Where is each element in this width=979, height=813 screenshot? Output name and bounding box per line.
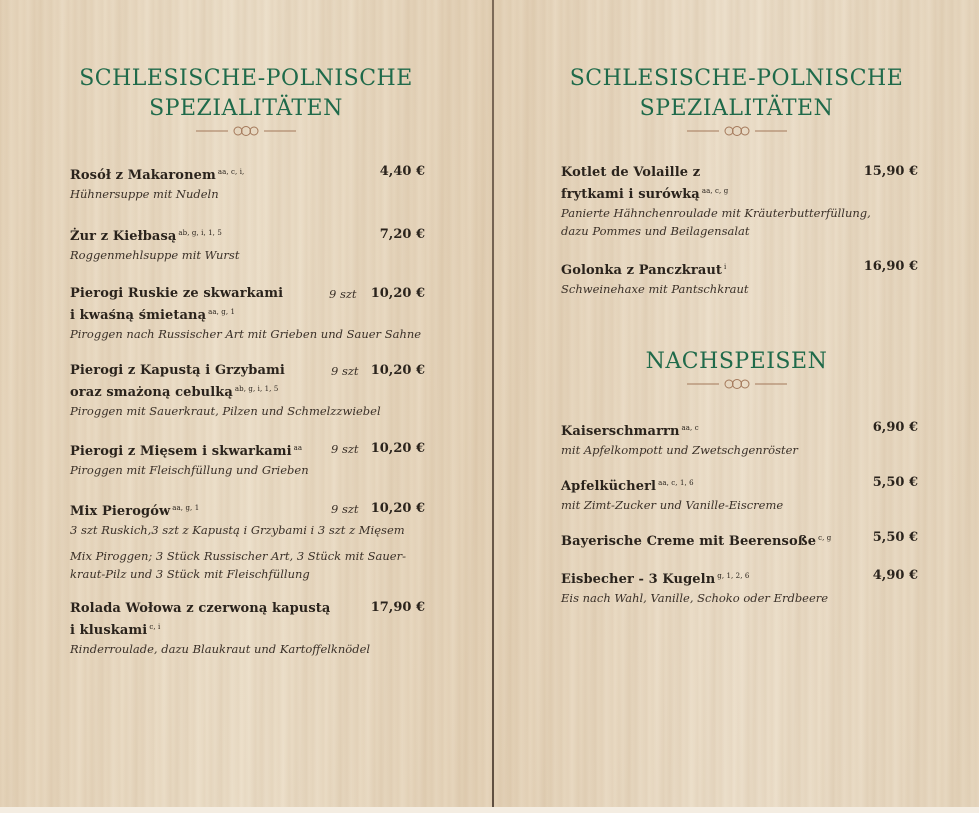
right-section-title (494, 64, 979, 124)
menu-item-price: 17,90 € (370, 600, 425, 615)
menu-item-name: Kotlet de Volaille z (561, 165, 701, 180)
dessert-item (561, 567, 901, 607)
menu-item-name-line-2: oraz smażoną cebulką $^{ab, g, i, 1, 5}$ (70, 385, 279, 400)
menu-item-description: 3 szt Ruskich,3 szt z Kapustą i Grzybami i 3 szt z Mięsem (70, 523, 405, 537)
menu-item-description: mit Apfelkompott und Zwetschgenröster (561, 443, 798, 457)
menu-item-price: 6,90 € (872, 420, 918, 435)
ornament-divider-icon (194, 125, 298, 137)
menu-item-price: 16,90 € (863, 259, 918, 274)
menu-item-description: Piroggen mit Fleischfüllung und Grieben (70, 463, 309, 477)
menu-item-name-line-2: frytkami i surówką $^{aa, c, g}$ (561, 187, 729, 202)
menu-item-description: Panierte Hähnchenroulade mit Kräuterbutterfüllung, (561, 206, 871, 220)
menu-item-name: Rosół z Makaronem $^{aa, c, i,}$ (70, 168, 245, 183)
left-title-line-1: SCHLESISCHE-POLNISCHE (79, 66, 413, 91)
menu-item-price: 10,20 € (370, 501, 425, 516)
menu-item-description: Roggenmehlsuppe mit Wurst (70, 248, 240, 262)
menu-item-quantity: 9 szt (331, 364, 359, 378)
right-title-line-2: SPEZIALITÄTEN (639, 96, 834, 121)
left-section-title (0, 64, 492, 124)
menu-item-price: 10,20 € (370, 441, 425, 456)
menu-item-name: Pierogi z Mięsem i skwarkami $^{aa}$ (70, 444, 303, 459)
menu-item-name: Pierogi Ruskie ze skwarkami (70, 286, 284, 301)
menu-item (561, 258, 901, 298)
dessert-item (561, 474, 901, 514)
menu-item (70, 224, 360, 264)
menu-item-description: mit Zimt-Zucker und Vanille-Eiscreme (561, 498, 784, 512)
menu-item-price: 4,40 € (379, 164, 425, 179)
menu-item-name: Kaiserschmarrn $^{aa, c}$ (561, 424, 699, 439)
menu-item-price: 5,50 € (872, 530, 918, 545)
dessert-item (561, 529, 901, 551)
menu-item-name: Apfelkücherl $^{aa, c, 1, 6}$ (561, 479, 694, 494)
menu-item-name: Golonka z Panczkraut $^i$ (561, 263, 727, 278)
dessert-item (561, 419, 901, 459)
menu-item-description: Schweinehaxe mit Pantschkraut (561, 282, 749, 296)
menu-item-quantity: 9 szt (329, 287, 357, 301)
menu-item-price: 7,20 € (379, 227, 425, 242)
menu-item-description: Rinderroulade, dazu Blaukraut und Kartoffelknödel (70, 642, 371, 656)
bottom-edge (0, 807, 979, 813)
menu-item-description-3: kraut-Pilz und 3 Stück mit Fleischfüllung (70, 567, 310, 581)
menu-item-price: 10,20 € (370, 286, 425, 301)
menu-item-name: Żur z Kiełbasą $^{ab, g, i, 1, 5}$ (70, 229, 222, 244)
menu-item-quantity: 9 szt (331, 502, 359, 516)
menu-item-name-line-2: i kwaśną śmietaną $^{aa, g, 1}$ (70, 308, 236, 323)
menu-item-name: Rolada Wołowa z czerwoną kapustą (70, 601, 331, 616)
menu-item-description: Piroggen nach Russischer Art mit Grieben und Sauer Sahne (70, 327, 422, 341)
menu-item-description: Eis nach Wahl, Vanille, Schoko oder Erdbeere (561, 591, 829, 605)
menu-item-name: Bayerische Creme mit Beerensoße $^{c, g}$ (561, 534, 832, 549)
menu-item-description: Hühnersuppe mit Nudeln (70, 187, 219, 201)
menu-item-name-line-2: i kluskami $^{c, i}$ (70, 623, 161, 638)
menu-item-price: 15,90 € (863, 164, 918, 179)
right-page (494, 0, 979, 807)
right-title-line-1: SCHLESISCHE-POLNISCHE (569, 66, 904, 91)
left-title-line-2: SPEZIALITÄTEN (149, 96, 343, 121)
menu-item-price: 5,50 € (872, 475, 918, 490)
menu-item-price: 10,20 € (370, 363, 425, 378)
menu-item (70, 163, 360, 203)
menu-item-quantity: 9 szt (331, 442, 359, 456)
ornament-divider-icon (685, 378, 789, 390)
menu-item-description-2: dazu Pommes und Beilagensalat (561, 224, 750, 238)
menu-item-name: Eisbecher - 3 Kugeln $^{g, 1, 2, 6}$ (561, 572, 750, 587)
menu-item-name: Mix Pierogów $^{aa, g, 1}$ (70, 504, 200, 519)
menu-item (561, 163, 901, 240)
menu-item-price: 4,90 € (872, 568, 918, 583)
menu-item-description-2: Mix Piroggen; 3 Stück Russischer Art, 3 Stück mit Sauer- (70, 549, 406, 563)
dessert-section-title: NACHSPEISEN (645, 349, 828, 374)
ornament-divider-icon (685, 125, 789, 137)
menu-item-name: Pierogi z Kapustą i Grzybami (70, 363, 285, 378)
left-page (0, 0, 492, 807)
menu-item-description: Piroggen mit Sauerkraut, Pilzen und Schmelzzwiebel (70, 404, 381, 418)
